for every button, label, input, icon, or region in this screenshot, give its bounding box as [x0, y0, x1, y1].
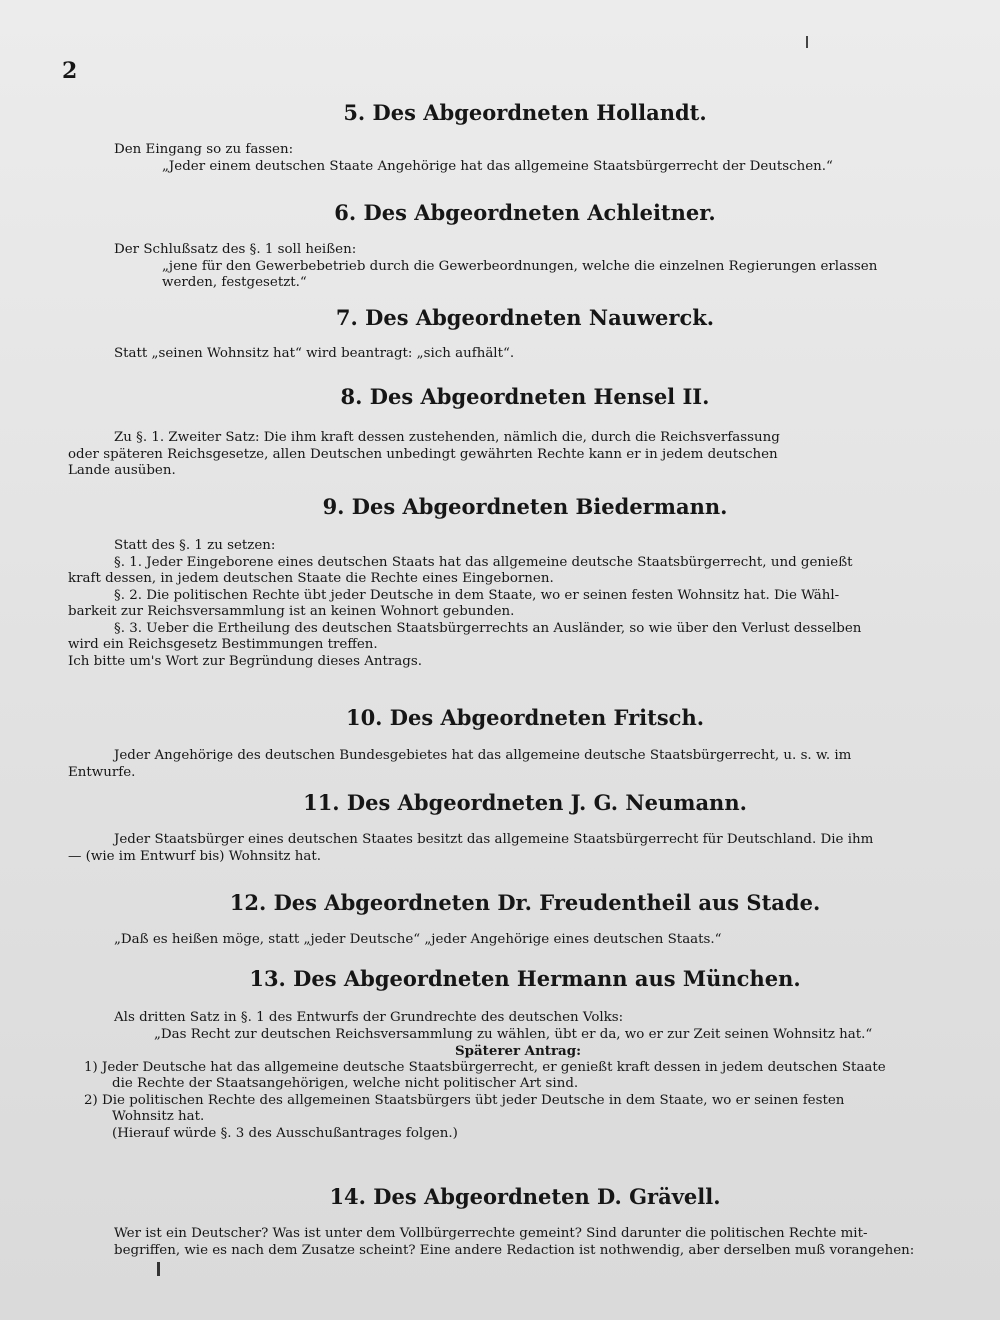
section-12-text — [114, 932, 950, 949]
text-line: „jene für den Gewerbebetrieb durch die Gewerbeordnungen, welche die einzelnen Regierungen erlassen — [162, 258, 878, 274]
section-5-heading: 5. Des Abgeordneten Hollandt. — [343, 100, 707, 125]
section-6-text — [114, 242, 948, 292]
text-line: „Jeder einem deutschen Staate Angehörige hat das allgemeine Staatsbürgerrecht der Deutschen.“ — [162, 158, 833, 174]
text-line: §. 2. Die politischen Rechte übt jeder Deutsche in dem Staate, wo er seinen festen Wohnsitz hat. Die Wähl- — [114, 587, 840, 603]
text-line: §. 3. Ueber die Ertheilung des deutschen Staatsbürgerrechts an Ausländer, so wie über den Verlust desselben — [114, 620, 862, 636]
section-14-text — [114, 1226, 948, 1259]
section-10-heading: 10. Des Abgeordneten Fritsch. — [345, 705, 705, 730]
section-13-heading: 13. Des Abgeordneten Hermann aus München. — [249, 966, 801, 991]
text-line: Als dritten Satz in §. 1 des Entwurfs der Grundrechte des deutschen Volks: — [114, 1010, 624, 1025]
text-line: — (wie im Entwurf bis) Wohnsitz hat. — [68, 848, 321, 864]
text-line: die Rechte der Staatsangehörigen, welche nicht politischer Art sind. — [112, 1076, 579, 1091]
text-line: wird ein Reichsgesetz Bestimmungen treffen. — [68, 637, 378, 652]
section-9-text — [68, 538, 950, 670]
subheading-later-motion: Späterer Antrag: — [454, 1043, 582, 1059]
text-line: 2) Die politischen Rechte des allgemeinen Staatsbürgers übt jeder Deutsche in dem Staate, wo er seinen festen — [84, 1092, 845, 1108]
text-line: barkeit zur Reichsversammlung ist an keinen Wohnort gebunden. — [68, 604, 515, 619]
section-7-heading: 7. Des Abgeordneten Nauwerck. — [335, 305, 715, 330]
text-line: „Das Recht zur deutschen Reichsversammlung zu wählen, übt er da, wo er zur Zeit seinen Wohnsitz hat.“ — [154, 1026, 873, 1042]
section-9-heading: 9. Des Abgeordneten Biedermann. — [322, 494, 728, 519]
section-7-text — [114, 346, 940, 363]
text-line: Wer ist ein Deutscher? Was ist unter dem Vollbürgerrechte gemeint? Sind darunter die politischen Rechte mit- — [114, 1226, 868, 1241]
text-line: „Daß es heißen möge, statt „jeder Deutsche“ „jeder Angehörige eines deutschen Staats.“ — [114, 932, 722, 947]
text-line: 1) Jeder Deutsche hat das allgemeine deutsche Staatsbürgerrecht, er genießt kraft dessen in jedem deutschen Staate — [84, 1059, 886, 1075]
section-8-text — [68, 430, 950, 480]
text-line: oder späteren Reichsgesetze, allen Deutschen unbedingt gewährten Rechte kann er in jedem deutschen — [68, 446, 778, 462]
print-mark — [157, 1262, 160, 1276]
section-12-heading: 12. Des Abgeordneten Dr. Freudentheil aus Stade. — [229, 890, 821, 915]
text-line: Statt des §. 1 zu setzen: — [114, 538, 276, 553]
text-line: Den Eingang so zu fassen: — [114, 142, 294, 157]
text-line: Ich bitte um's Wort zur Begründung dieses Antrags. — [68, 653, 422, 669]
text-line: Der Schlußsatz des §. 1 soll heißen: — [114, 242, 357, 257]
section-11-heading: 11. Des Abgeordneten J. G. Neumann. — [303, 790, 747, 815]
section-14-heading: 14. Des Abgeordneten D. Grävell. — [329, 1184, 721, 1209]
text-line: Wohnsitz hat. — [112, 1109, 205, 1124]
section-13-text — [84, 1010, 952, 1142]
text-line: §. 1. Jeder Eingeborene eines deutschen Staats hat das allgemeine deutsche Staatsbürgerrecht, und genießt — [114, 554, 853, 570]
section-11-text — [68, 832, 950, 865]
text-line: Zu §. 1. Zweiter Satz: Die ihm kraft dessen zustehenden, nämlich die, durch die Reichsverfassung — [114, 430, 780, 445]
section-10-text — [68, 748, 950, 781]
text-line: Jeder Angehörige des deutschen Bundesgebietes hat das allgemeine deutsche Staatsbürgerrecht, u. s. w. im — [114, 748, 852, 763]
text-line: begriffen, wie es nach dem Zusatze scheint? Eine andere Redaction ist nothwendig, aber derselben muß vorangehen: — [114, 1242, 915, 1258]
print-mark — [806, 36, 808, 48]
text-line: Jeder Staatsbürger eines deutschen Staates besitzt das allgemeine Staatsbürgerrecht für Deutschland. Die ihm — [114, 832, 874, 847]
section-5-text — [114, 142, 940, 175]
text-line: werden, festgesetzt.“ — [162, 275, 307, 290]
section-6-heading: 6. Des Abgeordneten Achleitner. — [334, 200, 716, 225]
text-line: Statt „seinen Wohnsitz hat“ wird beantragt: „sich aufhält“. — [114, 346, 515, 361]
text-line: (Hierauf würde §. 3 des Ausschußantrages folgen.) — [112, 1125, 458, 1141]
text-line: Lande ausüben. — [68, 463, 176, 478]
text-line: Entwurfe. — [68, 764, 136, 780]
text-line: kraft dessen, in jedem deutschen Staate die Rechte eines Eingebornen. — [68, 571, 554, 586]
page-number: 2 — [62, 58, 78, 84]
section-8-heading: 8. Des Abgeordneten Hensel II. — [340, 384, 710, 409]
